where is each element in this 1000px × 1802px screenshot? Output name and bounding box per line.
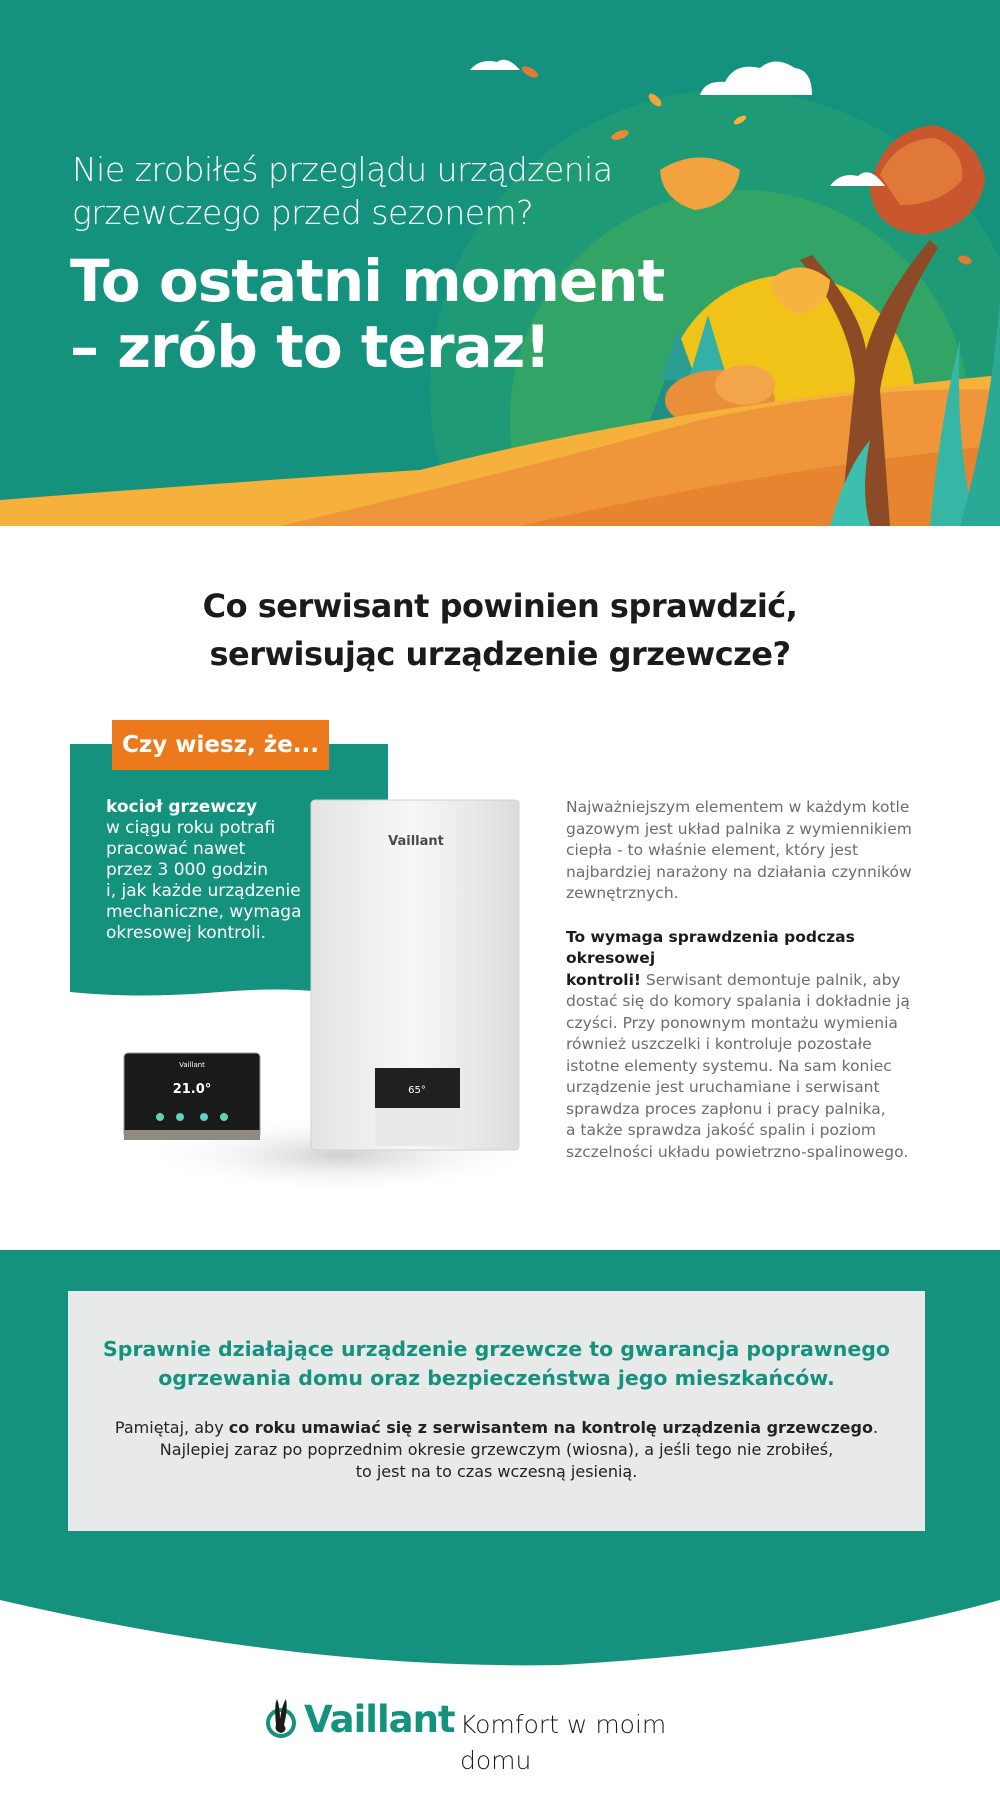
hero-subtitle-line: Nie zrobiłeś przeglądu urządzenia xyxy=(72,150,613,189)
thermostat-brand: Vaillant xyxy=(179,1061,205,1069)
paragraph-bold-line: kontroli! xyxy=(566,970,641,989)
paragraph-line: urządzenie jest uruchamiane i serwisant xyxy=(566,1078,880,1096)
did-you-know-badge: Czy wiesz, że... xyxy=(112,720,329,770)
section-title-line: Co serwisant powinien sprawdzić, xyxy=(202,587,798,625)
service-description xyxy=(566,797,936,1185)
paragraph-line: szczelności układu powietrzno-spalinowego. xyxy=(566,1142,909,1161)
hero-title xyxy=(70,248,690,380)
fact-line: pracować nawet xyxy=(106,839,246,859)
hero-subtitle-line: grzewczego przed sezonem? xyxy=(72,193,534,232)
info-text xyxy=(98,1417,895,1483)
paragraph-bold-line: To wymaga sprawdzenia podczas okresowej xyxy=(566,927,855,967)
info-text-line: to jest na to czas wczesną jesienią. xyxy=(355,1462,638,1481)
info-text-segment: Pamiętaj, aby xyxy=(114,1418,229,1437)
thermostat xyxy=(124,1053,260,1140)
thermostat-temp: 21.0° xyxy=(172,1082,212,1097)
info-text-line xyxy=(98,1417,895,1439)
products-image xyxy=(110,790,550,1210)
info-headline xyxy=(98,1335,895,1393)
paragraph-line: czyści. Przy ponownym montażu wymienia xyxy=(566,1013,898,1032)
paragraph-line: istotne elementy systemu. Na sam koniec xyxy=(566,1056,892,1075)
description-paragraph xyxy=(566,797,936,905)
boiler xyxy=(311,800,519,1150)
description-paragraph xyxy=(566,927,936,1164)
footer-logo xyxy=(264,1693,744,1775)
fact-bold: kocioł grzewczy xyxy=(106,797,258,817)
paragraph-line: dostać się do komory spalania i dokładnie ją xyxy=(566,992,910,1010)
vaillant-hare-icon xyxy=(264,1695,298,1741)
section-title xyxy=(100,582,900,678)
paragraph-line: najbardziej narażony na działania czynników xyxy=(566,862,912,881)
paragraph-line: Najważniejszym elementem w każdym kotle xyxy=(566,798,910,816)
paragraph-line: a także sprawdza jakość spalin i poziom xyxy=(566,1121,877,1139)
fact-line: mechaniczne, wymaga xyxy=(106,902,302,922)
hero-title-line: – zrób to teraz! xyxy=(70,313,550,381)
boiler-display-temp: 65° xyxy=(408,1085,426,1096)
fact-line: w ciągu roku potrafi xyxy=(106,818,276,838)
hero-title-line: To ostatni moment xyxy=(70,247,665,315)
section-title-line: serwisując urządzenie grzewcze? xyxy=(209,635,791,673)
hero-banner xyxy=(0,0,1000,526)
info-text-segment: . xyxy=(872,1418,879,1437)
vaillant-logo-text: Vaillant xyxy=(304,1698,455,1741)
fact-line: przez 3 000 godzin xyxy=(106,860,268,880)
paragraph-line: ciepła - to właśnie element, który jest xyxy=(566,841,859,859)
slogan: Komfort w moim domu xyxy=(460,1710,667,1775)
fact-line: okresowej kontroli. xyxy=(106,923,267,943)
paragraph-line: również uszczelki i kontroluje pozostałe xyxy=(566,1035,872,1053)
paragraph-line: zewnętrznych. xyxy=(566,884,679,902)
info-headline-line: Sprawnie działające urządzenie grzewcze to gwarancja poprawnego xyxy=(103,1337,890,1361)
info-text-bold: co roku umawiać się z serwisantem na kontrolę urządzenia grzewczego xyxy=(228,1418,873,1437)
boiler-brand: Vaillant xyxy=(388,834,444,849)
fact-line: i, jak każde urządzenie xyxy=(106,881,301,901)
info-headline-line: ogrzewania domu oraz bezpieczeństwa jego mieszkańców. xyxy=(158,1366,835,1390)
info-box xyxy=(68,1291,925,1531)
paragraph-line: sprawdza proces zapłonu i pracy palnika, xyxy=(566,1099,886,1118)
hero-subtitle xyxy=(72,148,632,234)
paragraph-line: gazowym jest układ palnika z wymiennikiem xyxy=(566,819,912,838)
paragraph-line: Serwisant demontuje palnik, aby xyxy=(640,970,901,989)
info-text-line: Najlepiej zaraz po poprzednim okresie grzewczym (wiosna), a jeśli tego nie zrobiłeś, xyxy=(159,1440,834,1459)
